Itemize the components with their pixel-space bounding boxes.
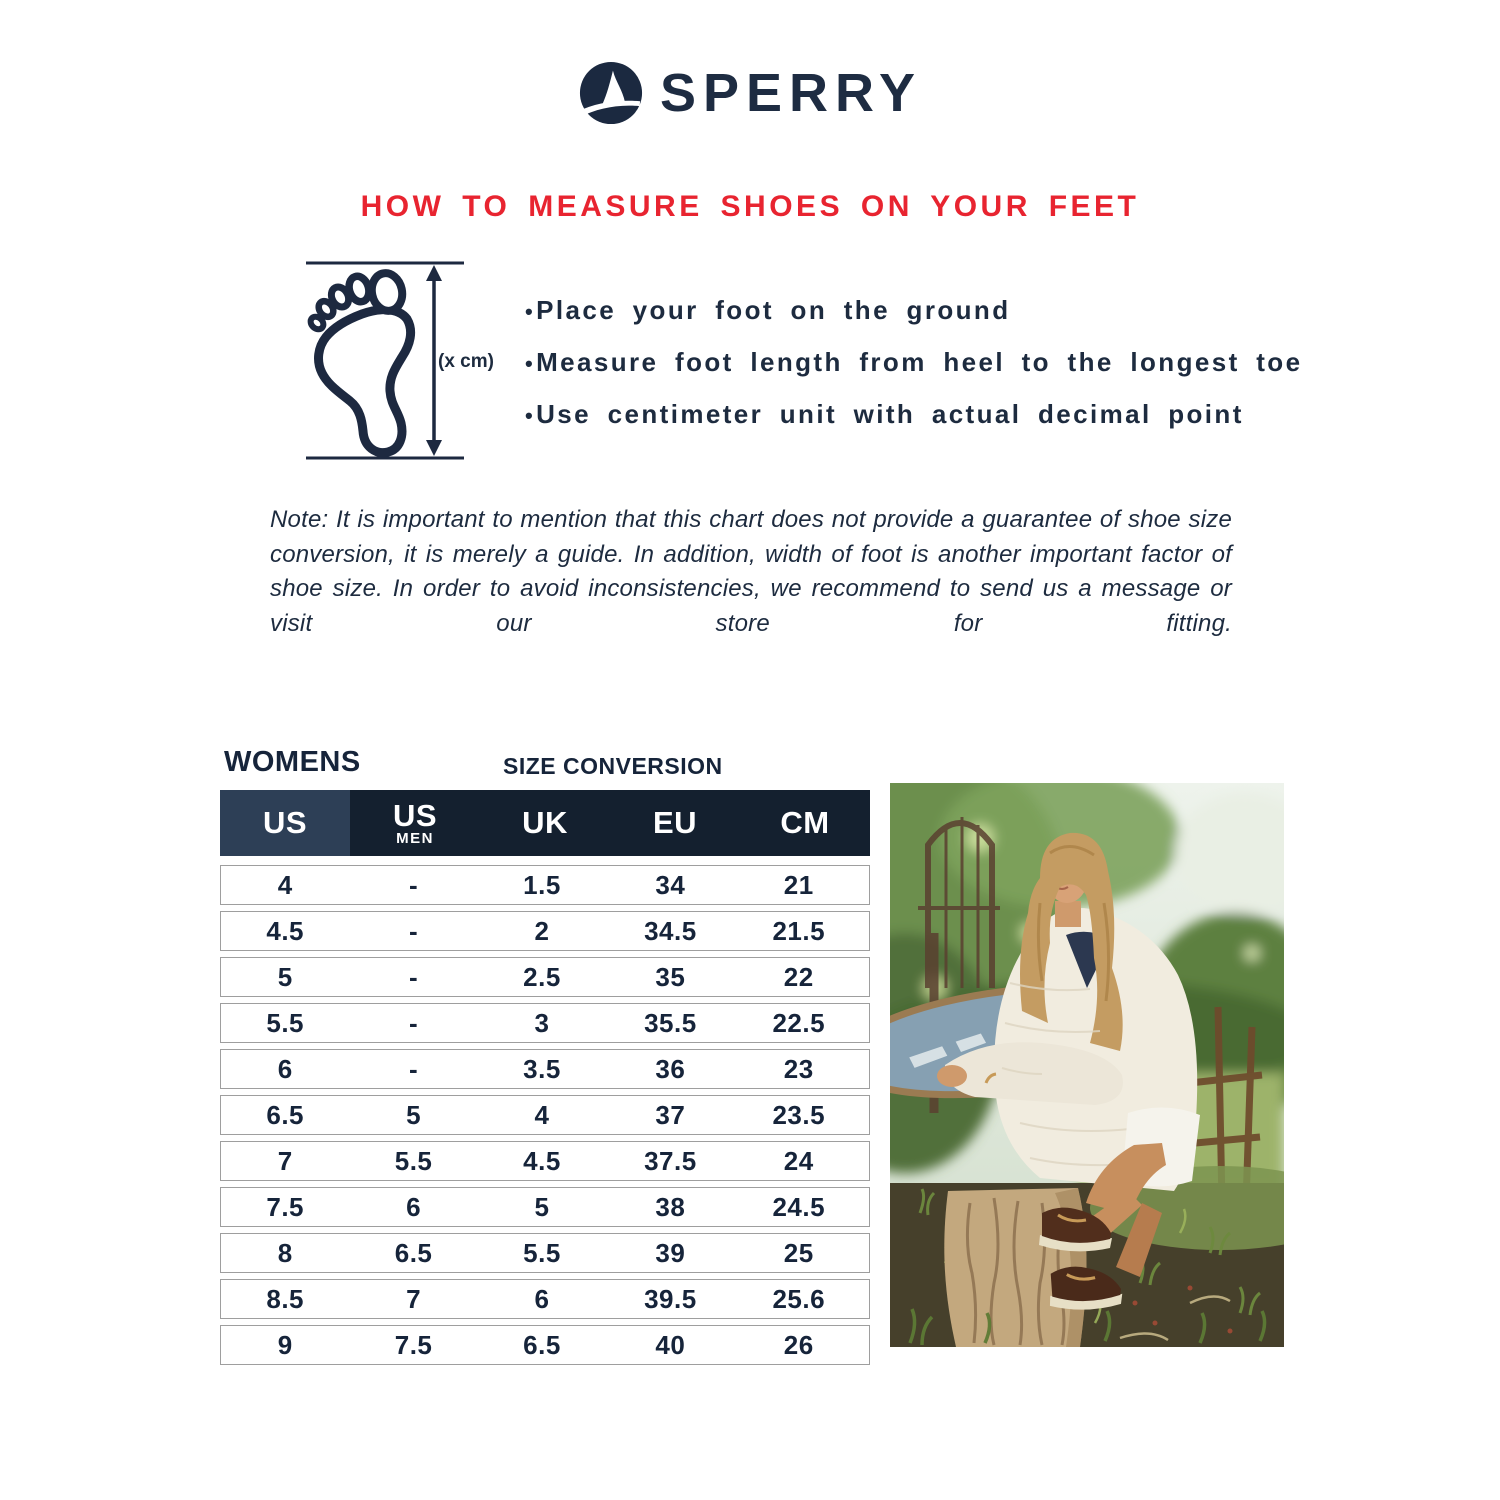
size-cell: 23.5 — [772, 1099, 826, 1130]
size-cell: 21 — [783, 869, 814, 900]
size-cell: 6.5 — [394, 1237, 433, 1268]
measure-bullet: • Measure foot length from heel to the longest toe — [525, 349, 1302, 377]
size-cell: 4 — [534, 1099, 550, 1130]
size-conversion-title: SIZE CONVERSION — [503, 753, 723, 779]
size-cell: 4.5 — [266, 915, 305, 946]
column-header-label: UK — [522, 805, 568, 840]
measure-bullets — [525, 297, 1302, 453]
table-labels — [220, 744, 870, 790]
column-header — [350, 790, 480, 856]
brand-logo — [0, 60, 1500, 126]
table-row — [220, 1325, 870, 1365]
womens-label: WOMENS — [224, 746, 361, 778]
size-cell: - — [409, 1053, 419, 1084]
page-title: HOW TO MEASURE SHOES ON YOUR FEET — [360, 190, 1140, 223]
footprint-icon — [308, 270, 410, 452]
size-cell: 8 — [277, 1237, 293, 1268]
size-cell: 3 — [534, 1007, 550, 1038]
size-cell: 7.5 — [394, 1329, 433, 1360]
size-cell: - — [409, 915, 419, 946]
size-cell: 1.5 — [523, 869, 561, 900]
size-conversion-table — [220, 744, 870, 1371]
size-cell: 34.5 — [644, 915, 697, 946]
size-cell: 2.5 — [523, 961, 561, 992]
size-cell: 8.5 — [266, 1283, 305, 1314]
size-cell: 40 — [655, 1329, 686, 1360]
sailboat-icon — [578, 60, 644, 126]
size-cell: 6.5 — [266, 1099, 305, 1130]
size-cell: 4 — [277, 869, 293, 900]
column-header-label: US — [262, 805, 308, 840]
size-cell: 6 — [277, 1053, 293, 1084]
size-cell: 5 — [277, 961, 293, 992]
size-cell: 37.5 — [644, 1145, 697, 1176]
size-cell: 23 — [783, 1053, 814, 1084]
column-header — [220, 790, 350, 856]
brand-name: SPERRY — [659, 63, 923, 123]
table-header-row — [220, 790, 870, 856]
measure-bullet: • Use centimeter unit with actual decimal point — [525, 401, 1302, 429]
size-cell: - — [409, 869, 419, 900]
table-row — [220, 957, 870, 997]
size-cell: - — [409, 1007, 419, 1038]
table-row — [220, 1233, 870, 1273]
column-header-sublabel: MEN — [396, 829, 434, 847]
size-cell: 7 — [406, 1283, 422, 1314]
size-cell: - — [409, 961, 419, 992]
column-header — [480, 790, 610, 856]
size-cell: 39 — [655, 1237, 686, 1268]
size-cell: 5.5 — [266, 1007, 305, 1038]
size-cell: 6 — [534, 1283, 550, 1314]
size-cell: 3.5 — [523, 1053, 561, 1084]
table-row — [220, 911, 870, 951]
size-cell: 39.5 — [644, 1283, 697, 1314]
column-header — [610, 790, 740, 856]
lifestyle-photo — [890, 783, 1284, 1347]
size-cell: 25 — [783, 1237, 814, 1268]
size-cell: 2 — [534, 915, 550, 946]
size-cell: 9 — [277, 1329, 293, 1360]
size-cell: 7.5 — [266, 1191, 305, 1222]
size-cell: 5 — [534, 1191, 550, 1222]
size-cell: 5.5 — [394, 1145, 433, 1176]
size-cell: 7 — [277, 1145, 293, 1176]
column-header-label: US — [392, 797, 438, 833]
size-cell: 38 — [655, 1191, 686, 1222]
size-cell: 22.5 — [772, 1007, 826, 1038]
size-cell: 24.5 — [772, 1191, 826, 1222]
table-row — [220, 1003, 870, 1043]
size-cell: 26 — [783, 1329, 814, 1360]
size-cell: 5.5 — [523, 1237, 561, 1268]
column-header-label: EU — [652, 805, 698, 840]
column-header-label: CM — [780, 805, 830, 840]
size-cell: 6.5 — [523, 1329, 561, 1360]
table-row — [220, 865, 870, 905]
size-cell: 21.5 — [772, 915, 826, 946]
table-row — [220, 1095, 870, 1135]
size-cell: 22 — [783, 961, 814, 992]
size-cell: 36 — [655, 1053, 686, 1084]
table-body — [220, 865, 870, 1365]
table-row — [220, 1141, 870, 1181]
table-row — [220, 1049, 870, 1089]
table-row — [220, 1187, 870, 1227]
size-cell: 5 — [406, 1099, 422, 1130]
measure-bullet: • Place your foot on the ground — [525, 297, 1302, 325]
table-row — [220, 1279, 870, 1319]
column-header — [740, 790, 870, 856]
size-cell: 25.6 — [772, 1283, 826, 1314]
size-cell: 4.5 — [523, 1145, 561, 1176]
diagram-length-label: (x cm) — [438, 351, 494, 372]
size-cell: 37 — [655, 1099, 686, 1130]
note-paragraph: Note: It is important to mention that this chart does not provide a guarantee of shoe size conversion, it is merely a guide. In addition, width of foot is another important factor of shoe size. In order to avoid inconsistencies, we recommend to send us a message or visit our store for fitting. — [270, 506, 1232, 637]
size-cell: 24 — [783, 1145, 814, 1176]
size-cell: 6 — [406, 1191, 422, 1222]
size-cell: 35 — [655, 961, 686, 992]
size-cell: 35.5 — [644, 1007, 697, 1038]
foot-measure-diagram — [300, 255, 520, 467]
size-cell: 34 — [655, 869, 686, 900]
